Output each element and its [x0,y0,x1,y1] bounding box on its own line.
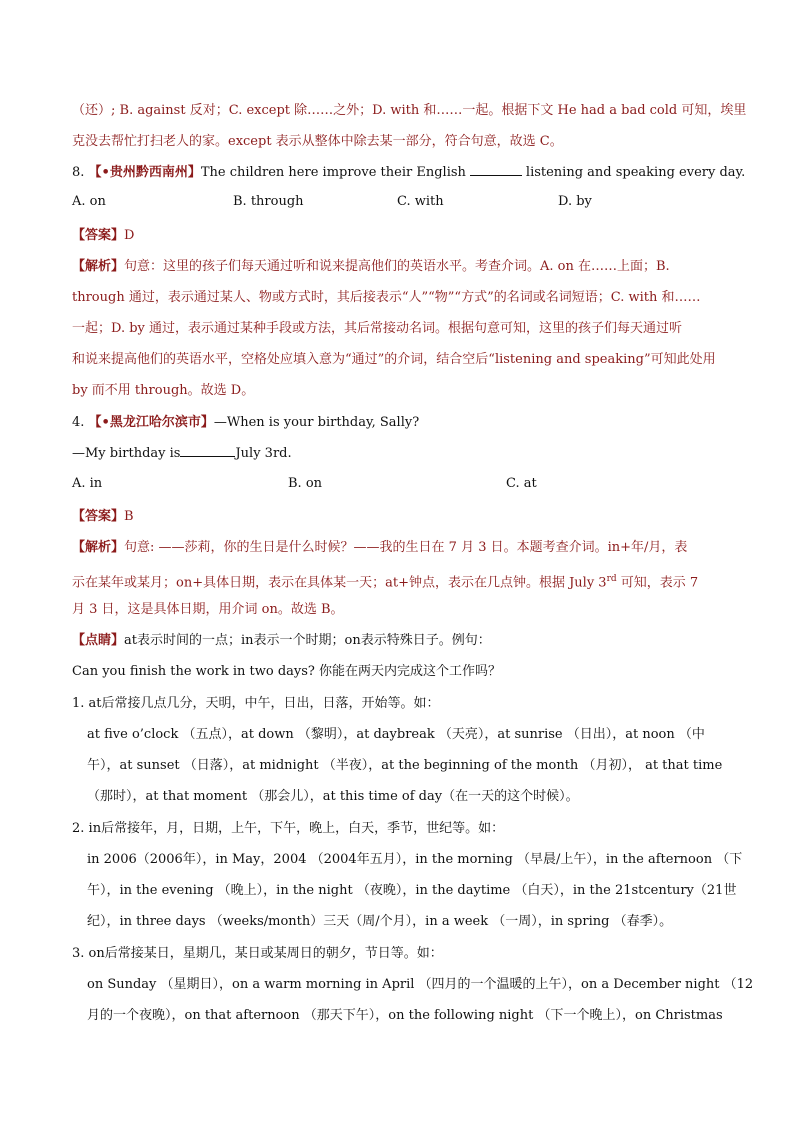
tips-p3-line-1: on Sunday （星期日），on a warm morning in April （四月的一个温暖的上午），on a December night （12 [87,977,754,992]
stem-part-b: July 3rd. [235,446,292,461]
intro-line-2: 克没去帮忙打扫老人的家。except 表示从整体中除去某一部分，符合句意，故选 C。 [72,134,563,149]
analysis-text: 句意: ——莎莉，你的生日是什么时候？——我的生日在 7 月 3 日。本题考查介词。in+年/月，表 [124,540,688,555]
option-b: B. through [233,194,304,209]
analysis-line-1 [72,257,724,277]
intro-line-1: （还）; B. against 反对；C. except 除……之外；D. with 和……一起。根据下文 He had a bad cold 可知，埃里 [72,103,747,118]
analysis-text: 可知，表示 7 [616,575,699,591]
option-a: A. on [72,194,106,209]
answer-value: D [124,228,135,243]
answer-line [72,507,724,527]
stem-part-a: The children here improve their English [200,165,466,180]
option-b: B. on [288,476,323,491]
answer-blank [180,444,235,457]
tips-p2-line-2: 午），in the evening （晚上），in the night （夜晚），in the daytime （白天），in the 21stcentury（21世 [87,883,737,898]
answer-label: 【答案】 [72,228,125,243]
answer-blank [470,163,522,176]
analysis-line-2 [72,569,724,593]
question-4-stem-2 [72,444,724,464]
superscript: rd [606,574,617,584]
analysis-text: 示在某年或某月；on+具体日期，表示在具体某一天；at+钟点，表示在几点钟。根据 July 3 [72,575,607,591]
tips-line-1 [72,631,724,651]
question-number: 8. [72,165,85,180]
question-8-stem [72,163,746,183]
analysis-line-5: by 而不用 through。故选 D。 [72,383,255,398]
answer-line [72,226,724,246]
analysis-label: 【解析】 [72,259,125,274]
analysis-line-1 [72,538,724,558]
tips-p1-line-3: （那时），at that moment （那会儿），at this time of day（在一天的这个时候）。 [87,789,579,804]
analysis-text: 句意：这里的孩子们每天通过听和说来提高他们的英语水平。考查介词。A. on 在……上面；B. [124,259,670,274]
tips-label: 【点睛】 [72,633,125,648]
analysis-line-3: 月 3 日，这是具体日期，用介词 on。故选 B。 [72,602,344,617]
tips-p2-title: 2. in后常接年，月，日期，上午，下午，晚上，白天，季节，世纪等。如： [72,821,505,836]
question-source: 【•黑龙江哈尔滨市】 [88,415,214,430]
analysis-line-4: 和说来提高他们的英语水平，空格处应填入意为“通过”的介词，结合空后“listening and speaking”可知此处用 [72,352,716,367]
answer-label: 【答案】 [72,509,125,524]
tips-text: at表示时间的一点；in表示一个时期；on表示特殊日子。例句： [124,633,491,648]
stem-part-a: —My birthday is [72,446,181,461]
question-4-stem [72,413,724,433]
tips-p3-line-2: 月的一个夜晚），on that afternoon （那天下午），on the following night （下一个晚上），on Christmas [87,1008,723,1023]
option-a: A. in [72,476,103,491]
stem-line-1: —When is your birthday, Sally? [213,415,420,430]
option-c: C. at [506,476,537,491]
tips-p3-title: 3. on后常接某日，星期几，某日或某周日的朝夕，节日等。如： [72,946,443,961]
question-source: 【•贵州黔西南州】 [88,165,201,180]
tips-p1-line-2: 午），at sunset （日落），at midnight （半夜），at the beginning of the month （月初）， at that time [87,758,723,773]
option-d: D. by [558,194,592,209]
tips-p1-title: 1. at后常接几点几分，天明，中午，日出，日落，开始等。如： [72,696,440,711]
analysis-line-3: 一起；D. by 通过，表示通过某种手段或方法，其后常接动名词。根据句意可知，这里的孩子们每天通过听 [72,321,683,336]
question-number: 4. [72,415,85,430]
option-c: C. with [397,194,444,209]
tips-line-2: Can you finish the work in two days? 你能在两天内完成这个工作吗？ [72,664,502,679]
tips-p2-line-3: 纪），in three days （weeks/month）三天（周/个月），in a week （一周），in spring （春季）。 [87,914,673,929]
stem-part-b: listening and speaking every day. [525,165,746,180]
answer-value: B [124,509,134,524]
tips-p1-line-1: at five o’clock （五点），at down （黎明），at daybreak （天亮），at sunrise （日出），at noon （中 [87,727,705,742]
analysis-label: 【解析】 [72,540,125,555]
tips-p2-line-1: in 2006（2006年），in May，2004 （2004年五月），in the morning （早晨/上午），in the afternoon （下 [87,852,743,867]
analysis-line-2: through 通过，表示通过某人、物或方式时，其后接表示“人”“物”“方式”的名词或名词短语；C. with 和…… [72,290,701,305]
